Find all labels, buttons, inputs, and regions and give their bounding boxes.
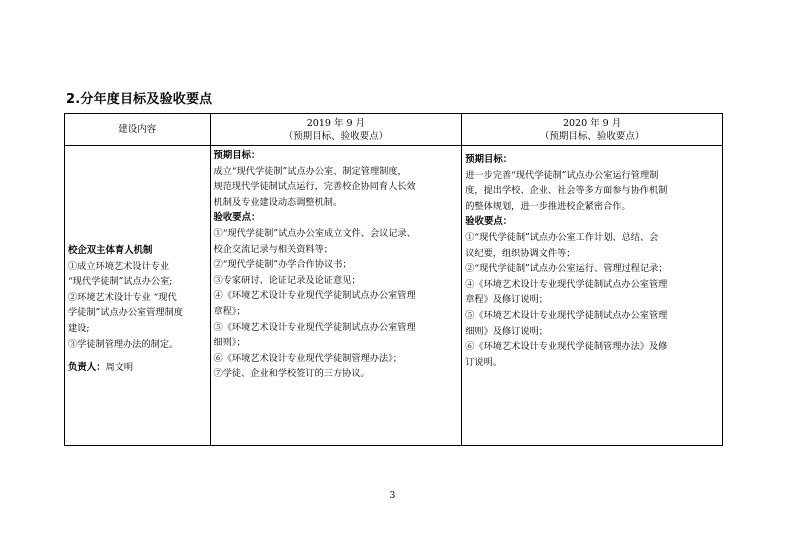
- year-2020-cell: [462, 146, 723, 446]
- acceptance-line-2019: 校企交流记录与相关资料等；: [213, 243, 333, 255]
- acceptance-label-2020: 验收要点：: [465, 216, 513, 228]
- year-2019-cell: [210, 146, 462, 446]
- table-header-row: [65, 114, 723, 146]
- mechanism-item-line: 建设;: [68, 322, 90, 334]
- expected-label-2020: 预期目标：: [465, 154, 513, 165]
- header-col1-label: 建设内容: [118, 124, 157, 135]
- mechanism-item-line: “现代学徒制”试点办公室;: [68, 276, 173, 288]
- expected-line-2019: 成立“现代学徒制”试点办公室、制定管理制度，: [213, 165, 407, 177]
- acceptance-lines-2020: [465, 230, 719, 370]
- header-2019: [210, 114, 462, 146]
- acceptance-line-2019: ⑦学徒、企业和学校签订的三方协议。: [213, 368, 370, 380]
- header-2020-sub: （预期目标、验收要点）: [539, 130, 645, 142]
- acceptance-line-2020: ⑥《环境艺术设计专业现代学徒制管理办法》及修: [465, 341, 668, 353]
- header-2020-year: 2020 年 9 月: [562, 117, 622, 129]
- acceptance-line-2019: ④《环境艺术设计专业现代学徒制试点办公室管理: [213, 290, 416, 302]
- acceptance-line-2019: ⑤《环境艺术设计专业现代学徒制试点办公室管理: [213, 321, 416, 333]
- expected-line-2020: 的整体规划，进一步推进校企紧密合作。: [465, 200, 631, 212]
- header-2019-sub: （预期目标、验收要点）: [283, 130, 389, 142]
- mechanism-title: 校企双主体育人机制: [68, 245, 153, 256]
- header-2020: [462, 114, 723, 146]
- acceptance-lines-2019: [214, 226, 459, 382]
- expected-lines-2020: [465, 168, 719, 215]
- expected-line-2019: 机制及专业建设动态调整机制。: [213, 196, 343, 208]
- acceptance-line-2020: 细则》及修订说明；: [465, 325, 548, 337]
- expected-line-2020: 度，提出学校、企业、社会等多方面参与协作机制: [465, 185, 668, 197]
- construction-content-cell: [65, 146, 211, 446]
- mechanism-item-line: ①成立环境艺术设计专业: [68, 260, 170, 272]
- expected-line-2019: 规范现代学徒制试点运行，完善校企协同育人长效: [213, 181, 416, 193]
- owner-name: 周文明: [105, 362, 134, 374]
- acceptance-line-2020: ①“现代学徒制”试点办公室工作计划、总结、会: [465, 231, 659, 243]
- acceptance-line-2019: ①“现代学徒制”试点办公室成立文件、会议记录、: [213, 227, 416, 239]
- acceptance-line-2019: ⑥《环境艺术设计专业现代学徒制管理办法》；: [213, 352, 402, 364]
- plan-table: [64, 113, 723, 446]
- table-row: [65, 146, 723, 446]
- acceptance-line-2020: 章程》及修订说明；: [465, 294, 548, 306]
- header-2019-year: 2019 年 9 月: [306, 117, 366, 129]
- acceptance-line-2019: 细则》；: [213, 337, 246, 349]
- expected-lines-2019: [214, 164, 459, 211]
- page-number: 3: [389, 491, 396, 501]
- mechanism-item-line: ②环境艺术设计专业 “现代: [68, 291, 177, 303]
- mechanism-item-line: 学徒制”试点办公室管理制度: [68, 307, 183, 319]
- acceptance-label-2019: 验收要点：: [213, 212, 261, 224]
- acceptance-line-2020: 订说明。: [465, 356, 502, 368]
- mechanism-items: [68, 259, 208, 353]
- expected-line-2020: 进一步完善“现代学徒制”试点办公室运行管理制: [465, 169, 659, 181]
- acceptance-line-2019: ③专家研讨、论证记录及论证意见；: [213, 274, 361, 286]
- owner-label: 负责人：: [68, 362, 106, 374]
- acceptance-line-2019: ②“现代学徒制”办学合作协议书；: [213, 259, 352, 271]
- acceptance-line-2020: ②“现代学徒制”试点办公室运行、管理过程记录；: [465, 263, 668, 275]
- acceptance-line-2020: ④《环境艺术设计专业现代学徒制试点办公室管理: [465, 278, 668, 290]
- acceptance-line-2020: 议纪要，组织协调文件等；: [465, 247, 576, 259]
- acceptance-line-2019: 章程》；: [213, 305, 246, 317]
- expected-label-2019: 预期目标：: [213, 150, 261, 161]
- mechanism-item-line: ③学徒制管理办法的制定。: [68, 338, 179, 350]
- section-title: 2.分年度目标及验收要点: [66, 92, 213, 107]
- acceptance-line-2020: ⑤《环境艺术设计专业现代学徒制试点办公室管理: [465, 309, 668, 321]
- header-construction-content: [65, 114, 211, 146]
